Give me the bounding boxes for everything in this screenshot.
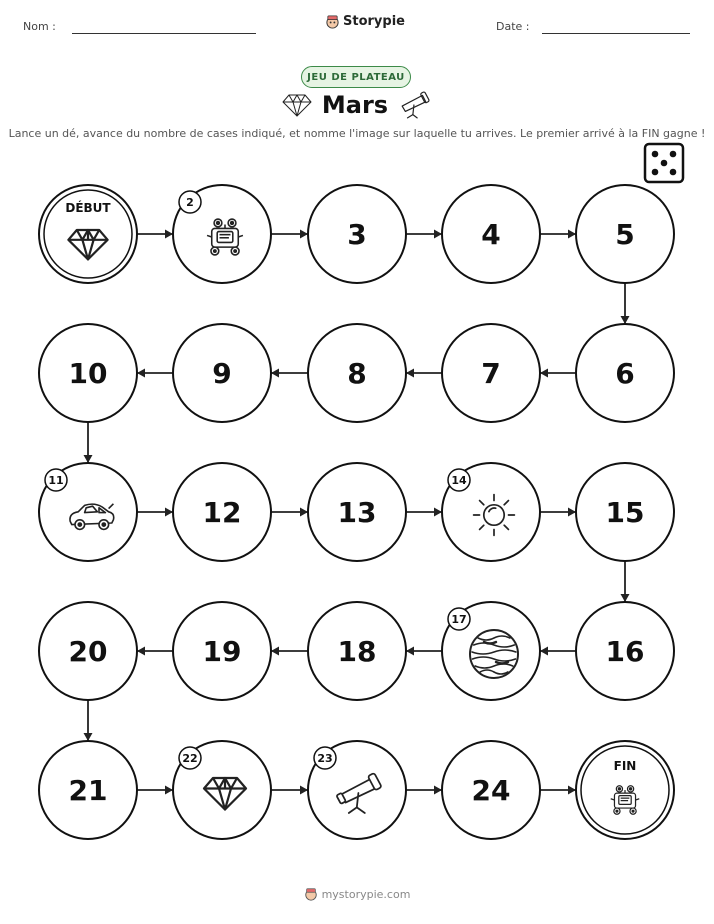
arrow-22-23 <box>271 786 308 795</box>
instructions: Lance un dé, avance du nombre de cases indiqué, et nomme l'image sur laquelle tu arrives. Le premier arrivé à la FIN gagne ! <box>8 127 706 140</box>
board-cell-5 <box>576 185 674 283</box>
cell-number: 17 <box>451 613 467 626</box>
planet-icon <box>470 630 518 678</box>
arrow-13-14 <box>406 508 442 517</box>
arrow-24-25 <box>540 786 576 795</box>
arrow-23-24 <box>406 786 442 795</box>
arrow-17-18 <box>406 647 442 656</box>
arrow-21-22 <box>137 786 173 795</box>
brand-name: Storypie <box>343 14 405 29</box>
cell-number: 24 <box>471 774 511 807</box>
cell-number: 4 <box>481 218 501 251</box>
arrow-16-17 <box>540 647 576 656</box>
board-cell-4 <box>442 185 540 283</box>
board-cell-9 <box>173 324 271 422</box>
cell-number: 5 <box>615 218 635 251</box>
arrow-3-4 <box>406 230 442 239</box>
cell-number: 19 <box>202 635 242 668</box>
end-label: FIN <box>613 759 637 773</box>
board-cell-20 <box>39 602 137 700</box>
cell-number-badge <box>314 747 336 769</box>
board-cell-13 <box>308 463 406 561</box>
arrow-8-9 <box>271 369 308 378</box>
arrow-7-8 <box>406 369 442 378</box>
cell-number: 23 <box>317 752 333 765</box>
board-cell-22 <box>173 741 271 839</box>
arrow-2-3 <box>271 230 308 239</box>
cell-number: 2 <box>186 196 194 209</box>
arrow-11-12 <box>137 508 173 517</box>
arrow-20-21 <box>84 700 93 741</box>
board-cell-18 <box>308 602 406 700</box>
cell-number-badge <box>179 191 201 213</box>
arrow-5-6 <box>621 283 630 324</box>
cell-number: 22 <box>182 752 198 765</box>
board-cell-17 <box>442 602 540 700</box>
cell-number: 12 <box>202 496 242 529</box>
board-cell-19 <box>173 602 271 700</box>
cell-number: 15 <box>605 496 645 529</box>
board-cell-23 <box>308 741 406 839</box>
arrow-1-2 <box>137 230 173 239</box>
arrow-19-20 <box>137 647 173 656</box>
board-cell-10 <box>39 324 137 422</box>
board-cells <box>39 185 674 839</box>
board-cell-7 <box>442 324 540 422</box>
board-cell-21 <box>39 741 137 839</box>
cell-number: 16 <box>605 635 645 668</box>
name-label: Nom : <box>23 20 56 33</box>
cell-number: 9 <box>212 357 232 390</box>
board-cell-2 <box>173 185 271 283</box>
cell-number: 21 <box>68 774 108 807</box>
board-cell-16 <box>576 602 674 700</box>
board-cell-14 <box>442 463 540 561</box>
arrow-14-15 <box>540 508 576 517</box>
arrow-12-13 <box>271 508 308 517</box>
footer <box>0 887 714 901</box>
cell-number-badge <box>179 747 201 769</box>
cell-number: 11 <box>48 474 64 487</box>
cell-number-badge <box>45 469 67 491</box>
arrow-10-11 <box>84 422 93 463</box>
cell-number: 10 <box>68 357 108 390</box>
storypie-mascot-icon <box>304 887 318 901</box>
arrow-15-16 <box>621 561 630 602</box>
board-cell-1 <box>39 185 137 283</box>
board-cell-11 <box>39 463 137 561</box>
arrow-9-10 <box>137 369 173 378</box>
arrow-18-19 <box>271 647 308 656</box>
board-cell-25 <box>576 741 674 839</box>
page-title: Mars <box>321 91 389 119</box>
cell-number: 14 <box>451 474 467 487</box>
cell-number: 7 <box>481 357 501 390</box>
cell-number: 3 <box>347 218 367 251</box>
game-type-badge: JEU DE PLATEAU <box>301 66 411 88</box>
date-label: Date : <box>496 20 530 33</box>
arrow-4-5 <box>540 230 576 239</box>
cell-number: 6 <box>615 357 635 390</box>
cell-number-badge <box>448 608 470 630</box>
arrow-6-7 <box>540 369 576 378</box>
cell-number: 13 <box>337 496 377 529</box>
board-cell-24 <box>442 741 540 839</box>
cell-number: 18 <box>337 635 377 668</box>
board-cell-15 <box>576 463 674 561</box>
board-cell-8 <box>308 324 406 422</box>
start-label: DÉBUT <box>65 201 111 215</box>
cell-number: 8 <box>347 357 367 390</box>
board-cell-12 <box>173 463 271 561</box>
footer-url[interactable]: mystorypie.com <box>321 887 411 901</box>
cell-number-badge <box>448 469 470 491</box>
board-cell-6 <box>576 324 674 422</box>
board-cell-3 <box>308 185 406 283</box>
cell-number: 20 <box>68 635 108 668</box>
